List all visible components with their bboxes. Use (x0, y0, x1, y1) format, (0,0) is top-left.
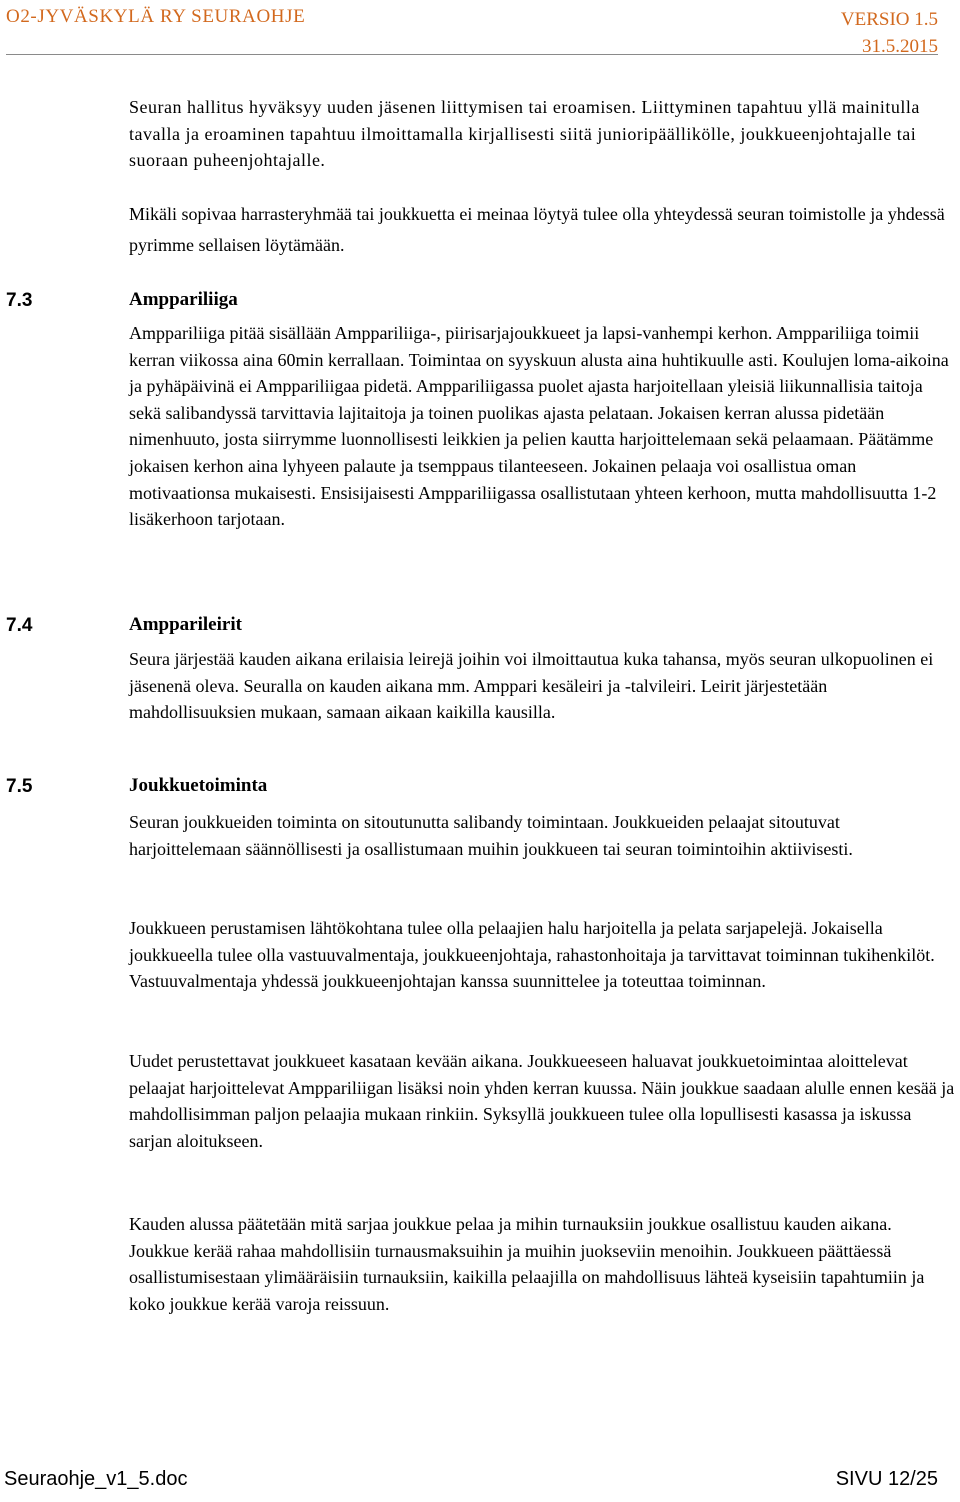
section-number: 7.3 (6, 290, 33, 311)
section-paragraph: Joukkueen perustamisen lähtökohtana tulee olla pelaajien halu harjoitella ja pelata sarjapelejä. Jokaisella joukkueella tulee olla vastuuvalmentaja, joukkueenjohtaja, rahastonhoitaja ja tarvittavat toiminnan tukihenkilöt. Vastuuvalmentaja yhdessä joukkueenjohtajan kanssa suunnittelee ja toteuttaa toiminnan. (129, 918, 935, 992)
intro-paragraph-2: Mikäli sopivaa harrasteryhmää tai joukkuetta ei meinaa löytyä tulee olla yhteydessä seuran toimistolle ja yhdessä pyrimme sellaisen löytämään. (129, 204, 945, 255)
section-number: 7.4 (6, 615, 33, 636)
section-paragraph: Seuran joukkueiden toiminta on sitoutunutta salibandy toimintaan. Joukkueiden pelaajat sitoutuvat harjoittelemaan säännöllisesti ja osallistumaan muihin joukkueen tai seuran toimintoihin aktiivisesti. (129, 812, 853, 859)
section-title: Joukkuetoiminta (129, 775, 268, 796)
version-info (841, 6, 938, 60)
version-label: VERSIO 1.5 (840, 9, 938, 30)
page-footer (4, 1466, 938, 1496)
page-header (6, 4, 938, 55)
document-title: O2-JYVÄSKYLÄ RY SEURAOHJE (6, 6, 306, 27)
intro-paragraph-1: Seuran hallitus hyväksyy uuden jäsenen liittymisen tai eroamisen. Liittyminen tapahtuu yllä mainitulla tavalla ja eroaminen tapahtuu ilmoittamalla kirjallisesti siitä junioripäällikölle, joukkueenjohtajalle tai suoraan puheenjohtajalle. (129, 97, 920, 171)
footer-page-number: SIVU 12/25 (835, 1468, 938, 1490)
section-paragraph: Uudet perustettavat joukkueet kasataan kevään aikana. Joukkueeseen haluavat joukkuetoimintaa aloittelevat pelaajat harjoittelevat Amppariliigan lisäksi noin yhden kerran kuussa. Näin joukkue saadaan alulle ennen kesää ja mahdollisimman paljon pelaajia mukaan rinkiin. Syksyllä joukkueen tulee olla lopullisesti kasassa ja iskussa sarjan aloitukseen. (129, 1051, 955, 1151)
footer-filename: Seuraohje_v1_5.doc (4, 1468, 188, 1490)
section-paragraph: Kauden alussa päätetään mitä sarjaa joukkue pelaa ja mihin turnauksiin joukkue osallistuu kauden aikana. Joukkue kerää rahaa mahdollisiin turnausmaksuihin ja muihin juokseviin menoihin. Joukkueen päättäessä osallistumisestaan ylimääräisiin turnauksiin, kaikilla pelaajilla on mahdollisuus lähteä kyseisiin tapahtumiin ja koko joukkue kerää varoja reissuun. (129, 1214, 925, 1314)
section-paragraph: Amppariliiga pitää sisällään Amppariliiga-, piirisarjajoukkueet ja lapsi-vanhempi kerhon. Amppariliiga toimii kerran viikossa aina 60min kerrallaan. Toimintaa on syyskuun alusta aina huhtikuulle asti. Koulujen loma-aikoina ja pyhäpäivinä ei Amppariliigaa pidetä. Amppariliigassa puolet ajasta harjoitellaan yleisiä liikunnallisia taitoja sekä salibandyssä tarvittavia lajitaitoja ja toinen puolikas ajasta pelataan. Jokaisen kerran alussa pidetään nimenhuuto, josta siirrymme luonnollisesti leikkien ja pelien kautta harjoittelemaan sekä pelaamaan. Päätämme jokaisen kerhon aina lyhyeen palaute ja tsemppaus tilanteeseen. Jokainen pelaaja voi osallistua oman motivaationsa mukaisesti. Ensisijaisesti Amppariliigassa osallistutaan yhteen kerhoon, mutta mahdollisuutta 1-2 lisäkerhoon tarjotaan. (129, 323, 949, 530)
section-number: 7.5 (6, 776, 33, 797)
section-title: Ampparileirit (129, 614, 242, 635)
section-title: Amppariliiga (129, 289, 238, 310)
version-date: 31.5.2015 (862, 36, 938, 57)
section-paragraph: Seura järjestää kauden aikana erilaisia leirejä joihin voi ilmoittautua kuka tahansa, myös seuran ulkopuolinen ei jäsenenä oleva. Seuralla on kauden aikana mm. Amppari kesäleiri ja -talvileiri. Leirit järjestetään mahdollisuuksien mukaan, samaan aikaan kaikilla kausilla. (129, 649, 934, 723)
